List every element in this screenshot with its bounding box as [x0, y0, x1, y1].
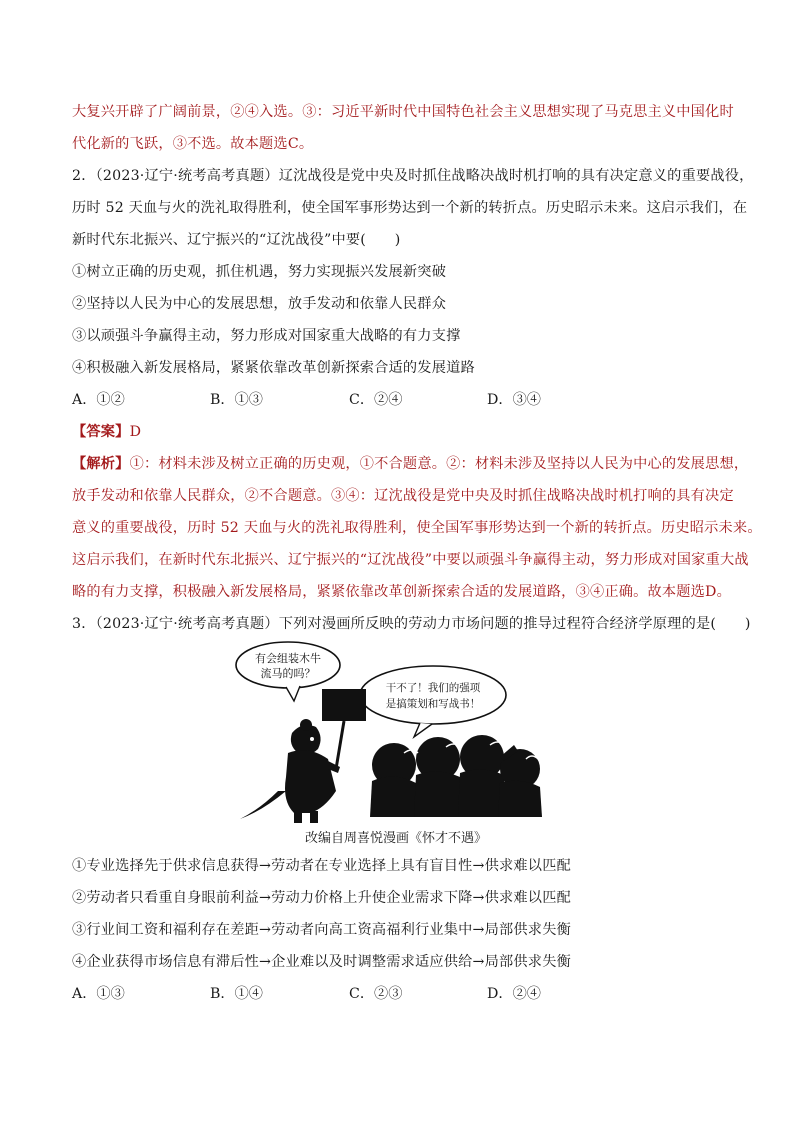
right-bubble-text-1: 干不了！我们的强项 [385, 682, 481, 694]
q2-stem-line-3: 新时代东北振兴、辽宁振兴的“辽沈战役”中要( ) [72, 232, 401, 248]
left-bubble-tail [286, 686, 300, 701]
q3-option-a: A．①③ [72, 986, 125, 1002]
q3-option-c: C．②③ [349, 986, 403, 1002]
analysis-label: 【解析】 [72, 456, 130, 472]
q3-option-d: D．②④ [487, 986, 541, 1002]
q3-item-1: ①专业选择先于供求信息获得→劳动者在专业选择上具有盲目性→供求难以匹配 [72, 858, 571, 874]
q2-option-c: C．②④ [349, 392, 403, 408]
q2-item-1: ①树立正确的历史观，抓住机遇，努力实现振兴发展新突破 [72, 264, 447, 280]
q2-analysis-line-1 [72, 453, 748, 473]
sign-board [322, 689, 366, 721]
prev-analysis-line-1: 大复兴开辟了广阔前景，②④入选。③：习近平新时代中国特色社会主义思想实现了马克思主义中国化时 [72, 104, 734, 120]
left-speech-bubble [236, 642, 340, 688]
q3-option-b: B．①④ [210, 986, 263, 1002]
q2-option-a: A．①② [72, 392, 125, 408]
analysis-text-1: ①：材料未涉及树立正确的历史观，①不合题意。②：材料未涉及坚持以人民为中心的发展思想， [129, 456, 749, 472]
left-bubble-text-1: 有会组装木牛 [255, 652, 321, 665]
q2-option-b: B．①③ [210, 392, 263, 408]
q2-analysis-line-2: 放手发动和依靠人民群众，②不合题意。③④：辽沈战役是党中央及时抓住战略决战时机打响的具有决定 [72, 488, 734, 504]
answer-label: 【答案】 [72, 424, 130, 440]
q3-item-2: ②劳动者只看重自身眼前利益→劳动力价格上升使企业需求下降→供求难以匹配 [72, 890, 571, 906]
q2-stem-line-2: 历时 52 天血与火的洗礼取得胜利，使全国军事形势达到一个新的转折点。历史昭示未来。这启示我们，在 [72, 200, 748, 216]
answer-value: D [129, 424, 142, 440]
left-bubble-text-2: 流马的吗？ [260, 667, 316, 680]
sign-pole [336, 721, 344, 769]
q3-item-4: ④企业获得市场信息有滞后性→企业难以及时调整需求适应供给→局部供求失衡 [72, 954, 571, 970]
q2-item-4: ④积极融入新发展格局，紧紧依靠改革创新探索合适的发展道路 [72, 360, 475, 376]
q2-option-d: D．③④ [487, 392, 541, 408]
right-speech-bubble [360, 666, 506, 724]
q3-stem-line-1: 3．（2023·辽宁·统考高考真题）下列对漫画所反映的劳动力市场问题的推导过程符合经济学原理的是( ) [72, 616, 751, 632]
cartoon-drawing [232, 641, 552, 827]
left-figure [240, 719, 340, 823]
q2-analysis-line-5: 略的有力支撑，积极融入新发展格局，紧紧依靠改革创新探索合适的发展道路，③④正确。故本题选D。 [72, 584, 732, 600]
right-bubble-text-2: 是搞策划和写战书！ [385, 698, 481, 710]
crowd-figures [370, 735, 542, 817]
cartoon-illustration [232, 641, 552, 827]
q2-stem-line-1: 2．（2023·辽宁·统考高考真题）辽沈战役是党中央及时抓住战略决战时机打响的具有决定意义的重要战役， [72, 168, 754, 184]
q3-item-3: ③行业间工资和福利存在差距→劳动者向高工资高福利行业集中→局部供求失衡 [72, 922, 571, 938]
right-bubble-tail [414, 723, 432, 737]
prev-analysis-line-2: 代化新的飞跃，③不选。故本题选C。 [72, 136, 314, 152]
cartoon-caption: 改编自周喜悦漫画《怀才不遇》 [305, 831, 488, 846]
q2-item-2: ②坚持以人民为中心的发展思想，放手发动和依靠人民群众 [72, 296, 447, 312]
q2-item-3: ③以顽强斗争赢得主动，努力形成对国家重大战略的有力支撑 [72, 328, 461, 344]
q2-analysis-line-3: 意义的重要战役，历时 52 天血与火的洗礼取得胜利，使全国军事形势达到一个新的转折点。历史昭示未来。 [72, 520, 762, 536]
q2-analysis-line-4: 这启示我们，在新时代东北振兴、辽宁振兴的“辽沈战役”中要以顽强斗争赢得主动，努力形成对国家重大战 [72, 552, 749, 568]
q2-answer [72, 421, 141, 441]
